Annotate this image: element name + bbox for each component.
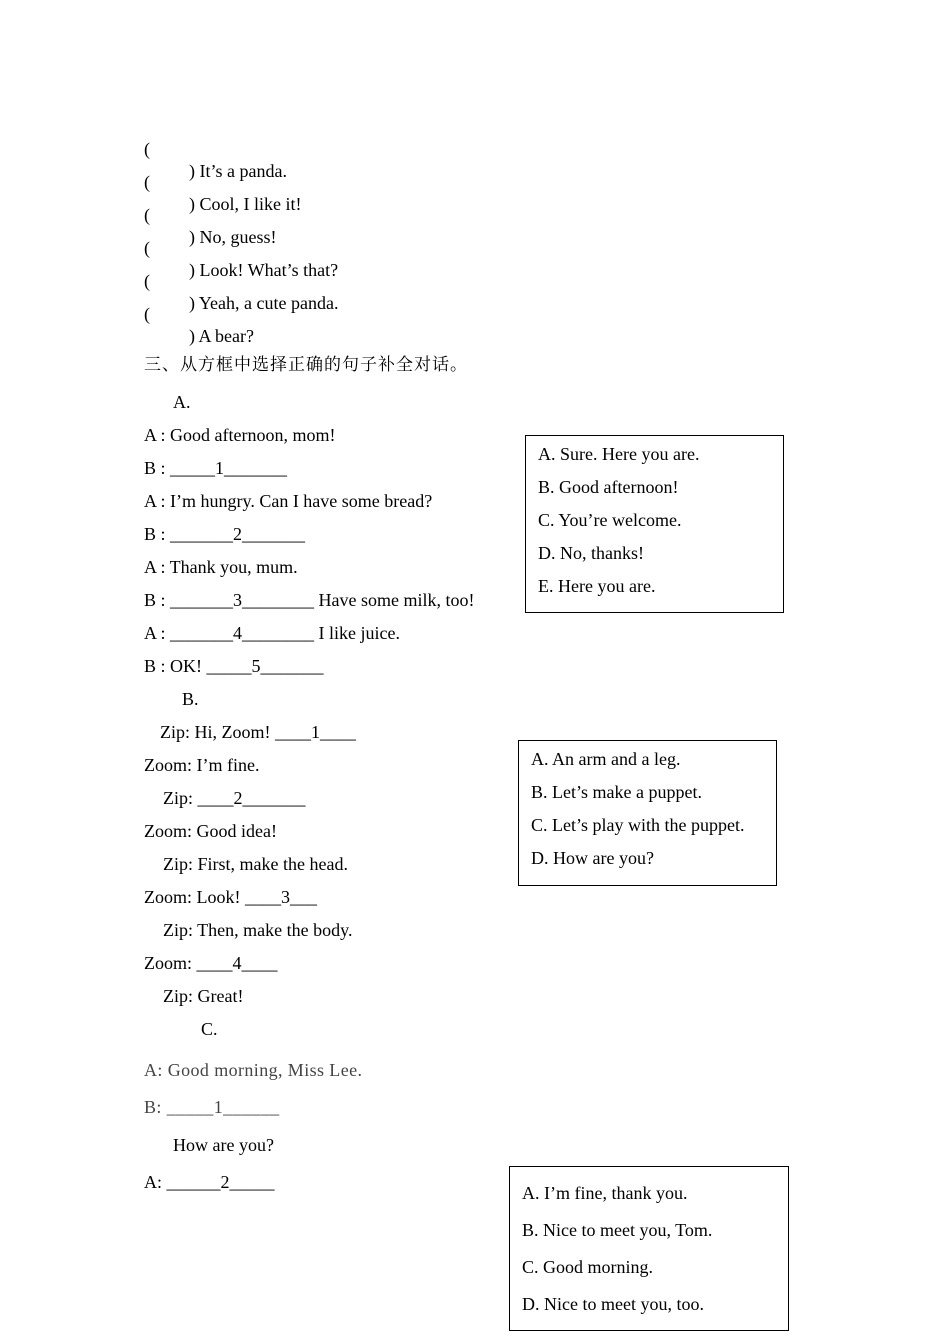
option-item: D. How are you?: [531, 848, 654, 868]
dialogue-line: A : Thank you, mum.: [144, 557, 298, 577]
blank-paren-open: (: [144, 172, 150, 192]
dialogue-line: Zoom: Look! ____3___: [144, 887, 317, 907]
dialogue-line: How are you?: [173, 1135, 274, 1155]
dialogue-line: B : OK! _____5_______: [144, 656, 324, 676]
option-item: A. I’m fine, thank you.: [522, 1183, 688, 1203]
option-item: B. Good afternoon!: [538, 477, 679, 497]
options-box-b: [518, 740, 777, 886]
blank-paren-open: (: [144, 238, 150, 258]
section-heading: 三、从方框中选择正确的句子补全对话。: [144, 355, 468, 375]
ordering-sentence: No, guess!: [199, 227, 277, 247]
blank-paren-close: ) Cool, I like it!: [189, 194, 302, 214]
option-item: B. Let’s make a puppet.: [531, 782, 702, 802]
part-c-label: C.: [201, 1019, 218, 1039]
dialogue-line: A: Good morning, Miss Lee.: [144, 1060, 363, 1080]
dialogue-line: Zip: First, make the head.: [163, 854, 348, 874]
dialogue-line: A : Good afternoon, mom!: [144, 425, 336, 445]
options-box-c: [509, 1166, 789, 1331]
option-item: E. Here you are.: [538, 576, 656, 596]
options-box-a: [525, 435, 784, 613]
dialogue-line: B : _______2_______: [144, 524, 306, 544]
option-item: A. Sure. Here you are.: [538, 444, 700, 464]
dialogue-line: B : _______3________ Have some milk, too!: [144, 590, 475, 610]
option-item: C. Good morning.: [522, 1257, 654, 1277]
dialogue-line: B: _____1______: [144, 1097, 280, 1117]
ordering-line: [0, 281, 600, 347]
option-item: D. Nice to meet you, too.: [522, 1294, 704, 1314]
option-item: C. You’re welcome.: [538, 510, 682, 530]
option-item: D. No, thanks!: [538, 543, 644, 563]
part-a-label: A.: [173, 392, 191, 412]
dialogue-line: Zip: Then, make the body.: [163, 920, 353, 940]
option-item: B. Nice to meet you, Tom.: [522, 1220, 713, 1240]
dialogue-line: A: ______2_____: [144, 1172, 275, 1192]
ordering-sentence: A bear?: [198, 326, 254, 346]
ordering-sentence: Yeah, a cute panda.: [198, 293, 339, 313]
dialogue-line: Zoom: Good idea!: [144, 821, 277, 841]
dialogue-line: Zip: ____2_______: [163, 788, 306, 808]
dialogue-line: Zoom: I’m fine.: [144, 755, 260, 775]
ordering-sentence: It’s a panda.: [199, 161, 287, 181]
dialogue-line: Zoom: ____4____: [144, 953, 278, 973]
blank-paren-open: (: [144, 139, 150, 159]
dialogue-line: Zip: Great!: [163, 986, 244, 1006]
dialogue-line: A : I’m hungry. Can I have some bread?: [144, 491, 433, 511]
blank-paren-close: ) A bear?: [189, 326, 254, 346]
blank-paren-open: (: [144, 304, 150, 324]
blank-paren-close: ) No, guess!: [189, 227, 277, 247]
blank-paren-close: ) It’s a panda.: [189, 161, 287, 181]
blank-paren-open: (: [144, 205, 150, 225]
ordering-sentence: Look! What’s that?: [199, 260, 339, 280]
dialogue-line: B : _____1_______: [144, 458, 288, 478]
ordering-sentence: Cool, I like it!: [199, 194, 302, 214]
dialogue-line: A : _______4________ I like juice.: [144, 623, 400, 643]
dialogue-line: Zip: Hi, Zoom! ____1____: [160, 722, 356, 742]
blank-paren-close: ) Yeah, a cute panda.: [189, 293, 339, 313]
option-item: C. Let’s play with the puppet.: [531, 815, 745, 835]
blank-paren-open: (: [144, 271, 150, 291]
option-item: A. An arm and a leg.: [531, 749, 681, 769]
blank-paren-close: ) Look! What’s that?: [189, 260, 339, 280]
part-b-label: B.: [182, 689, 199, 709]
